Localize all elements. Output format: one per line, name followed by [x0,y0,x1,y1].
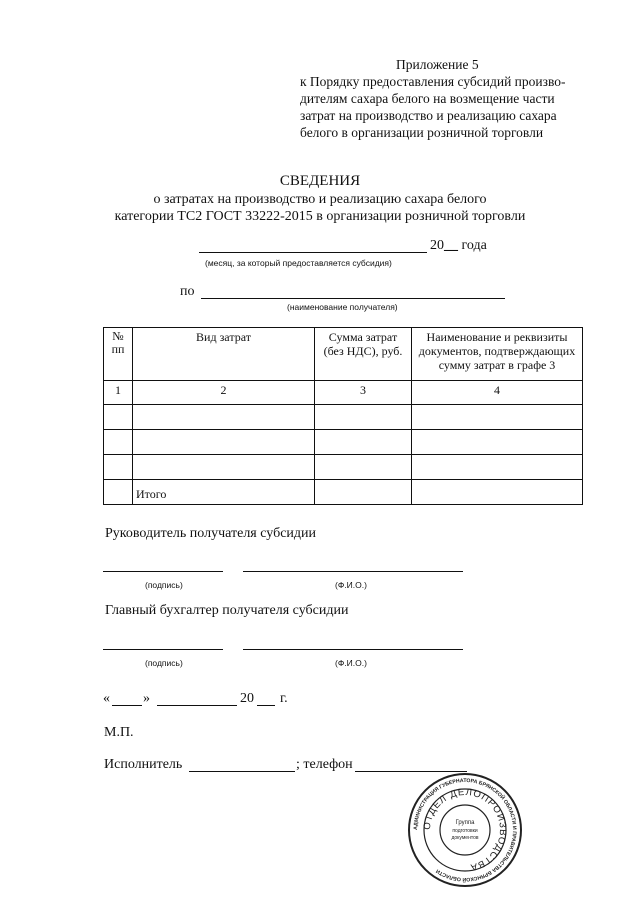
appendix-line: белого в организации розничной торговли [300,125,544,140]
head-name-caption: (Ф.И.О.) [335,580,367,590]
table-row [104,405,583,430]
document-title: СВЕДЕНИЯ [279,173,361,189]
date-close-quote: » [143,691,150,706]
appendix-line: к Порядку предоставления субсидий произво- [300,74,566,89]
stamp-center-line: документов [451,835,479,841]
period-year-blank[interactable]: __ [444,238,458,253]
table-row [104,430,583,455]
date-open-quote: « [103,691,110,706]
executor-name-line[interactable] [189,771,295,772]
document-subtitle-line1: о затратах на производство и реализацию сахара белого [153,192,487,207]
stamp-center-line: подготовки [452,828,478,834]
appendix-number: Приложение 5 [396,57,479,72]
department-stamp [407,772,523,888]
stamp-center-line: Группа [455,820,475,826]
costs-table [103,327,583,505]
table-cell[interactable] [412,480,583,505]
appendix-block [300,56,600,141]
period-year [430,238,487,254]
date-month-line[interactable] [157,705,237,706]
table-total-row [104,480,583,505]
phone-label: ; телефон [296,757,353,772]
table-cell[interactable] [315,480,412,505]
accountant-name-line[interactable] [243,649,463,650]
accountant-signature-line[interactable] [103,649,223,650]
table-header-row [104,328,583,381]
accountant-sign-caption: (подпись) [145,658,183,668]
number-cell: 1 [104,381,133,405]
date-year-prefix: 20 [240,691,254,706]
table-cell[interactable] [315,455,412,480]
table-cell [104,480,133,505]
table-cell[interactable] [412,455,583,480]
document-subtitle-line2: категории ТС2 ГОСТ 33222-2015 в организации розничной торговли [114,209,526,224]
appendix-line: затрат на производство и реализацию сахара [300,108,557,123]
stamp-ring-text: ОТДЕЛ ДЕЛОПРОИЗВОДСТВА [421,786,509,873]
table-cell[interactable] [133,405,315,430]
table-cell[interactable] [412,405,583,430]
table-cell[interactable] [104,455,133,480]
table-cell[interactable] [133,430,315,455]
table-cell[interactable] [104,430,133,455]
table-numbers-row [104,381,583,405]
number-cell: 2 [133,381,315,405]
stamp-outer-text: АДМИНИСТРАЦИЯ ГУБЕРНАТОРА БРЯНСКОЙ ОБЛАСТИ И ПРАВИТЕЛЬСТВА БРЯНСКОЙ ОБЛАСТИ [412,777,518,883]
header-cell: Вид затрат [133,328,315,381]
recipient-caption: (наименование получателя) [287,302,398,312]
date-year-suffix: г. [280,691,288,706]
header-cell: № пп [104,328,133,381]
table-row [104,455,583,480]
header-cell: Наименование и реквизиты документов, подтверждающих сумму затрат в графе 3 [412,328,583,381]
table-cell[interactable] [412,430,583,455]
period-caption: (месяц, за который предоставляется субсидия) [205,258,392,268]
table-cell[interactable] [315,430,412,455]
head-signature-line[interactable] [103,571,223,572]
appendix-line: дителям сахара белого на возмещение части [300,91,555,106]
table-cell[interactable] [315,405,412,430]
header-cell: Сумма затрат (без НДС), руб. [315,328,412,381]
table-cell[interactable] [104,405,133,430]
date-day-line[interactable] [112,705,142,706]
period-year-word: года [461,238,487,253]
recipient-prefix: по [180,284,195,299]
period-year-prefix: 20 [430,238,444,253]
accountant-name-caption: (Ф.И.О.) [335,658,367,668]
number-cell: 4 [412,381,583,405]
recipient-field-line[interactable] [201,298,505,299]
month-field-line[interactable] [199,252,427,253]
head-label: Руководитель получателя субсидии [105,526,317,541]
total-label: Итого [133,480,315,505]
executor-label: Исполнитель [104,757,183,772]
accountant-label: Главный бухгалтер получателя субсидии [105,603,349,618]
seal-place-label: М.П. [104,725,134,740]
table-cell[interactable] [133,455,315,480]
date-year-line[interactable] [257,705,275,706]
head-name-line[interactable] [243,571,463,572]
number-cell: 3 [315,381,412,405]
head-sign-caption: (подпись) [145,580,183,590]
